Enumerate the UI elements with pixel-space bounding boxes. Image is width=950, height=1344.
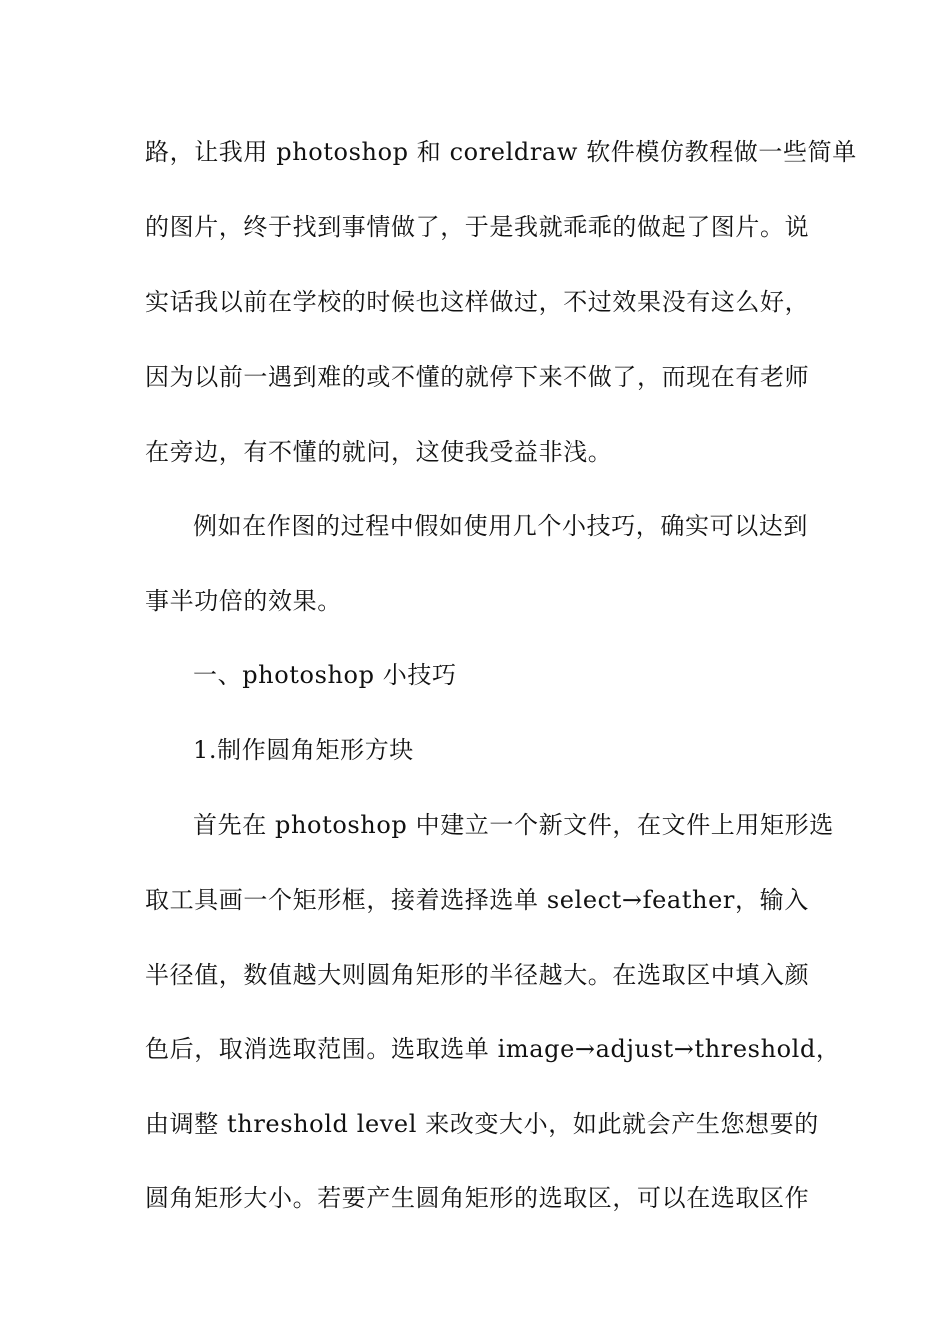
body-text-line: 事半功倍的效果。 xyxy=(145,587,342,615)
body-text-line: 半径值，数值越大则圆角矩形的半径越大。在选取区中填入颜 xyxy=(145,961,810,989)
body-text-line: 首先在 photoshop 中建立一个新文件，在文件上用矩形选 xyxy=(193,811,834,839)
body-text-line: 圆角矩形大小。若要产生圆角矩形的选取区，可以在选取区作 xyxy=(145,1184,810,1212)
body-text-line: 色后，取消选取范围。选取选单 image→adjust→threshold， xyxy=(145,1035,841,1063)
body-text-line: 由调整 threshold level 来改变大小，如此就会产生您想要的 xyxy=(145,1110,819,1138)
section-heading: 一、photoshop 小技巧 xyxy=(193,661,457,689)
body-text-line: 例如在作图的过程中假如使用几个小技巧，确实可以达到 xyxy=(193,512,808,540)
body-text-line: 路，让我用 photoshop 和 coreldraw 软件模仿教程做一些简单 xyxy=(145,138,857,166)
body-text-line: 因为以前一遇到难的或不懂的就停下来不做了，而现在有老师 xyxy=(145,363,810,391)
body-text-line: 实话我以前在学校的时候也这样做过，不过效果没有这么好， xyxy=(145,288,810,316)
body-text-line: 取工具画一个矩形框，接着选择选单 select→feather，输入 xyxy=(145,886,809,914)
subsection-heading: 1.制作圆角矩形方块 xyxy=(193,736,414,764)
body-text-line: 在旁边，有不懂的就问，这使我受益非浅。 xyxy=(145,438,613,466)
body-text-line: 的图片，终于找到事情做了，于是我就乖乖的做起了图片。说 xyxy=(145,213,810,241)
